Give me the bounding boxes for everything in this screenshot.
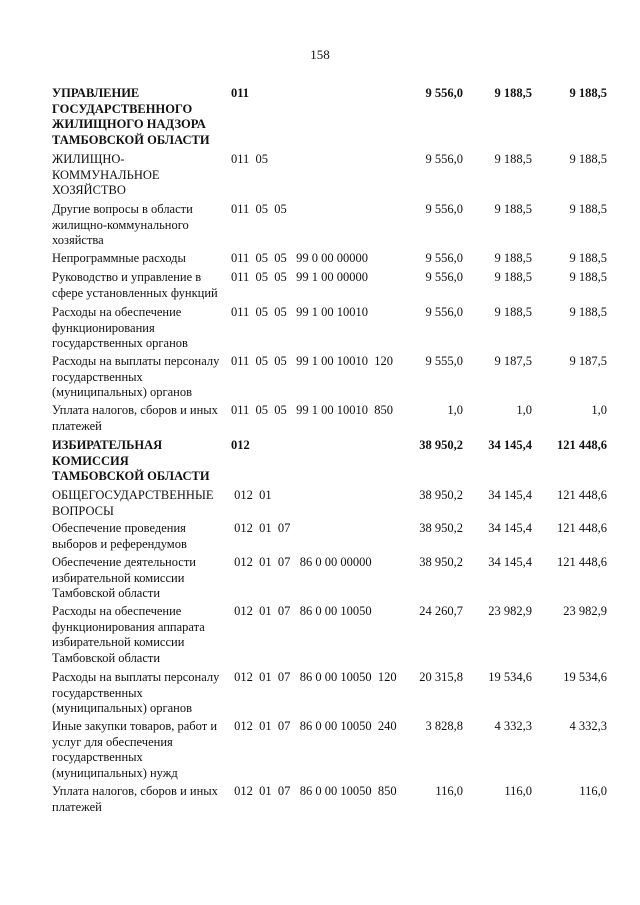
value-year-1: 20 315,8 — [419, 670, 463, 684]
value-year-1: 9 556,0 — [425, 251, 463, 265]
row-name: Руководство и управление в сфере установленных функций — [52, 270, 218, 300]
row-code: 012 01 07 86 0 00 10050 240 — [231, 719, 397, 733]
row-code: 012 01 — [231, 488, 272, 502]
value-year-2: 9 188,5 — [494, 86, 532, 100]
table-row — [52, 521, 612, 552]
value-year-2: 9 188,5 — [494, 270, 532, 284]
value-year-3: 121 448,6 — [557, 555, 607, 569]
row-code: 012 01 07 86 0 00 10050 850 — [231, 784, 397, 798]
value-year-3: 116,0 — [579, 784, 607, 798]
row-code: 011 05 05 — [231, 202, 287, 216]
value-year-2: 34 145,4 — [488, 488, 532, 502]
value-year-3: 9 188,5 — [569, 305, 607, 319]
value-year-3: 1,0 — [591, 403, 607, 417]
row-code: 012 01 07 86 0 00 00000 — [231, 555, 372, 569]
row-name: Обеспечение деятельности избирательной комиссии Тамбовской области — [52, 555, 197, 600]
value-year-1: 24 260,7 — [419, 604, 463, 618]
value-year-1: 38 950,2 — [419, 488, 463, 502]
table-row — [52, 305, 612, 352]
value-year-1: 9 555,0 — [425, 354, 463, 368]
value-year-1: 9 556,0 — [425, 152, 463, 166]
row-name: Расходы на выплаты персоналу государственных (муниципальных) органов — [52, 354, 220, 399]
row-name: Уплата налогов, сборов и иных платежей — [52, 403, 218, 433]
value-year-2: 23 982,9 — [488, 604, 532, 618]
value-year-3: 9 188,5 — [569, 251, 607, 265]
table-row — [52, 86, 612, 148]
table-row — [52, 438, 612, 485]
value-year-2: 4 332,3 — [494, 719, 532, 733]
row-code: 012 01 07 86 0 00 10050 120 — [231, 670, 397, 684]
table-row — [52, 152, 612, 199]
row-code: 011 05 05 99 1 00 10010 — [231, 305, 369, 319]
row-code: 011 05 05 99 1 00 10010 850 — [231, 403, 394, 417]
value-year-1: 38 950,2 — [419, 555, 463, 569]
table-row — [52, 604, 612, 666]
row-name: Расходы на обеспечение функционирования аппарата избирательной комиссии Тамбовской области — [52, 604, 205, 665]
value-year-3: 9 188,5 — [569, 270, 607, 284]
value-year-3: 9 187,5 — [569, 354, 607, 368]
table-row — [52, 784, 612, 815]
row-name: Расходы на выплаты персоналу государственных (муниципальных) органов — [52, 670, 220, 715]
row-code: 011 05 — [231, 152, 269, 166]
table-row — [52, 555, 612, 602]
value-year-2: 9 188,5 — [494, 251, 532, 265]
value-year-1: 9 556,0 — [425, 305, 463, 319]
value-year-1: 1,0 — [447, 403, 463, 417]
value-year-3: 19 534,6 — [563, 670, 607, 684]
row-code: 012 — [231, 438, 250, 452]
table-row — [52, 251, 612, 267]
row-code: 011 05 05 99 1 00 00000 — [231, 270, 369, 284]
value-year-2: 9 188,5 — [494, 305, 532, 319]
value-year-2: 9 188,5 — [494, 202, 532, 216]
value-year-3: 9 188,5 — [569, 202, 607, 216]
table-row — [52, 403, 612, 434]
table-row — [52, 202, 612, 249]
value-year-2: 9 187,5 — [494, 354, 532, 368]
value-year-3: 121 448,6 — [557, 438, 607, 452]
value-year-3: 121 448,6 — [557, 521, 607, 535]
value-year-2: 9 188,5 — [494, 152, 532, 166]
row-name: ОБЩЕГОСУДАРСТВЕННЫЕ ВОПРОСЫ — [52, 488, 214, 518]
row-name: Другие вопросы в области жилищно-коммунального хозяйства — [52, 202, 193, 247]
value-year-1: 38 950,2 — [419, 438, 463, 452]
row-code: 012 01 07 86 0 00 10050 — [231, 604, 372, 618]
value-year-3: 9 188,5 — [569, 86, 607, 100]
table-row — [52, 270, 612, 301]
table-row — [52, 354, 612, 401]
value-year-2: 34 145,4 — [488, 555, 532, 569]
value-year-1: 9 556,0 — [425, 270, 463, 284]
row-name: Расходы на обеспечение функционирования государственных органов — [52, 305, 188, 350]
row-name: Иные закупки товаров, работ и услуг для обеспечения государственных (муниципальных) нужд — [52, 719, 218, 780]
value-year-2: 116,0 — [504, 784, 532, 798]
value-year-1: 38 950,2 — [419, 521, 463, 535]
value-year-2: 34 145,4 — [488, 521, 532, 535]
row-name: УПРАВЛЕНИЕ ГОСУДАРСТВЕННОГО ЖИЛИЩНОГО НАДЗОРА ТАМБОВСКОЙ ОБЛАСТИ — [52, 86, 210, 147]
value-year-2: 34 145,4 — [488, 438, 532, 452]
value-year-2: 1,0 — [516, 403, 532, 417]
row-code: 011 05 05 99 0 00 00000 — [231, 251, 369, 265]
row-name: Уплата налогов, сборов и иных платежей — [52, 784, 218, 814]
row-name: Непрограммные расходы — [52, 251, 186, 265]
value-year-3: 9 188,5 — [569, 152, 607, 166]
row-name: ИЗБИРАТЕЛЬНАЯ КОМИССИЯ ТАМБОВСКОЙ ОБЛАСТИ — [52, 438, 210, 483]
row-name: ЖИЛИЩНО-КОММУНАЛЬНОЕ ХОЗЯЙСТВО — [52, 152, 160, 197]
value-year-1: 9 556,0 — [425, 202, 463, 216]
value-year-3: 121 448,6 — [557, 488, 607, 502]
value-year-1: 9 556,0 — [425, 86, 463, 100]
page-number: 158 — [310, 47, 330, 62]
row-code: 011 — [231, 86, 250, 100]
value-year-2: 19 534,6 — [488, 670, 532, 684]
value-year-3: 4 332,3 — [569, 719, 607, 733]
row-code: 011 05 05 99 1 00 10010 120 — [231, 354, 394, 368]
row-code: 012 01 07 — [231, 521, 291, 535]
table-row — [52, 488, 612, 519]
table-row — [52, 719, 612, 781]
row-name: Обеспечение проведения выборов и референдумов — [52, 521, 187, 551]
table-row — [52, 670, 612, 717]
value-year-1: 116,0 — [435, 784, 463, 798]
value-year-1: 3 828,8 — [425, 719, 463, 733]
value-year-3: 23 982,9 — [563, 604, 607, 618]
